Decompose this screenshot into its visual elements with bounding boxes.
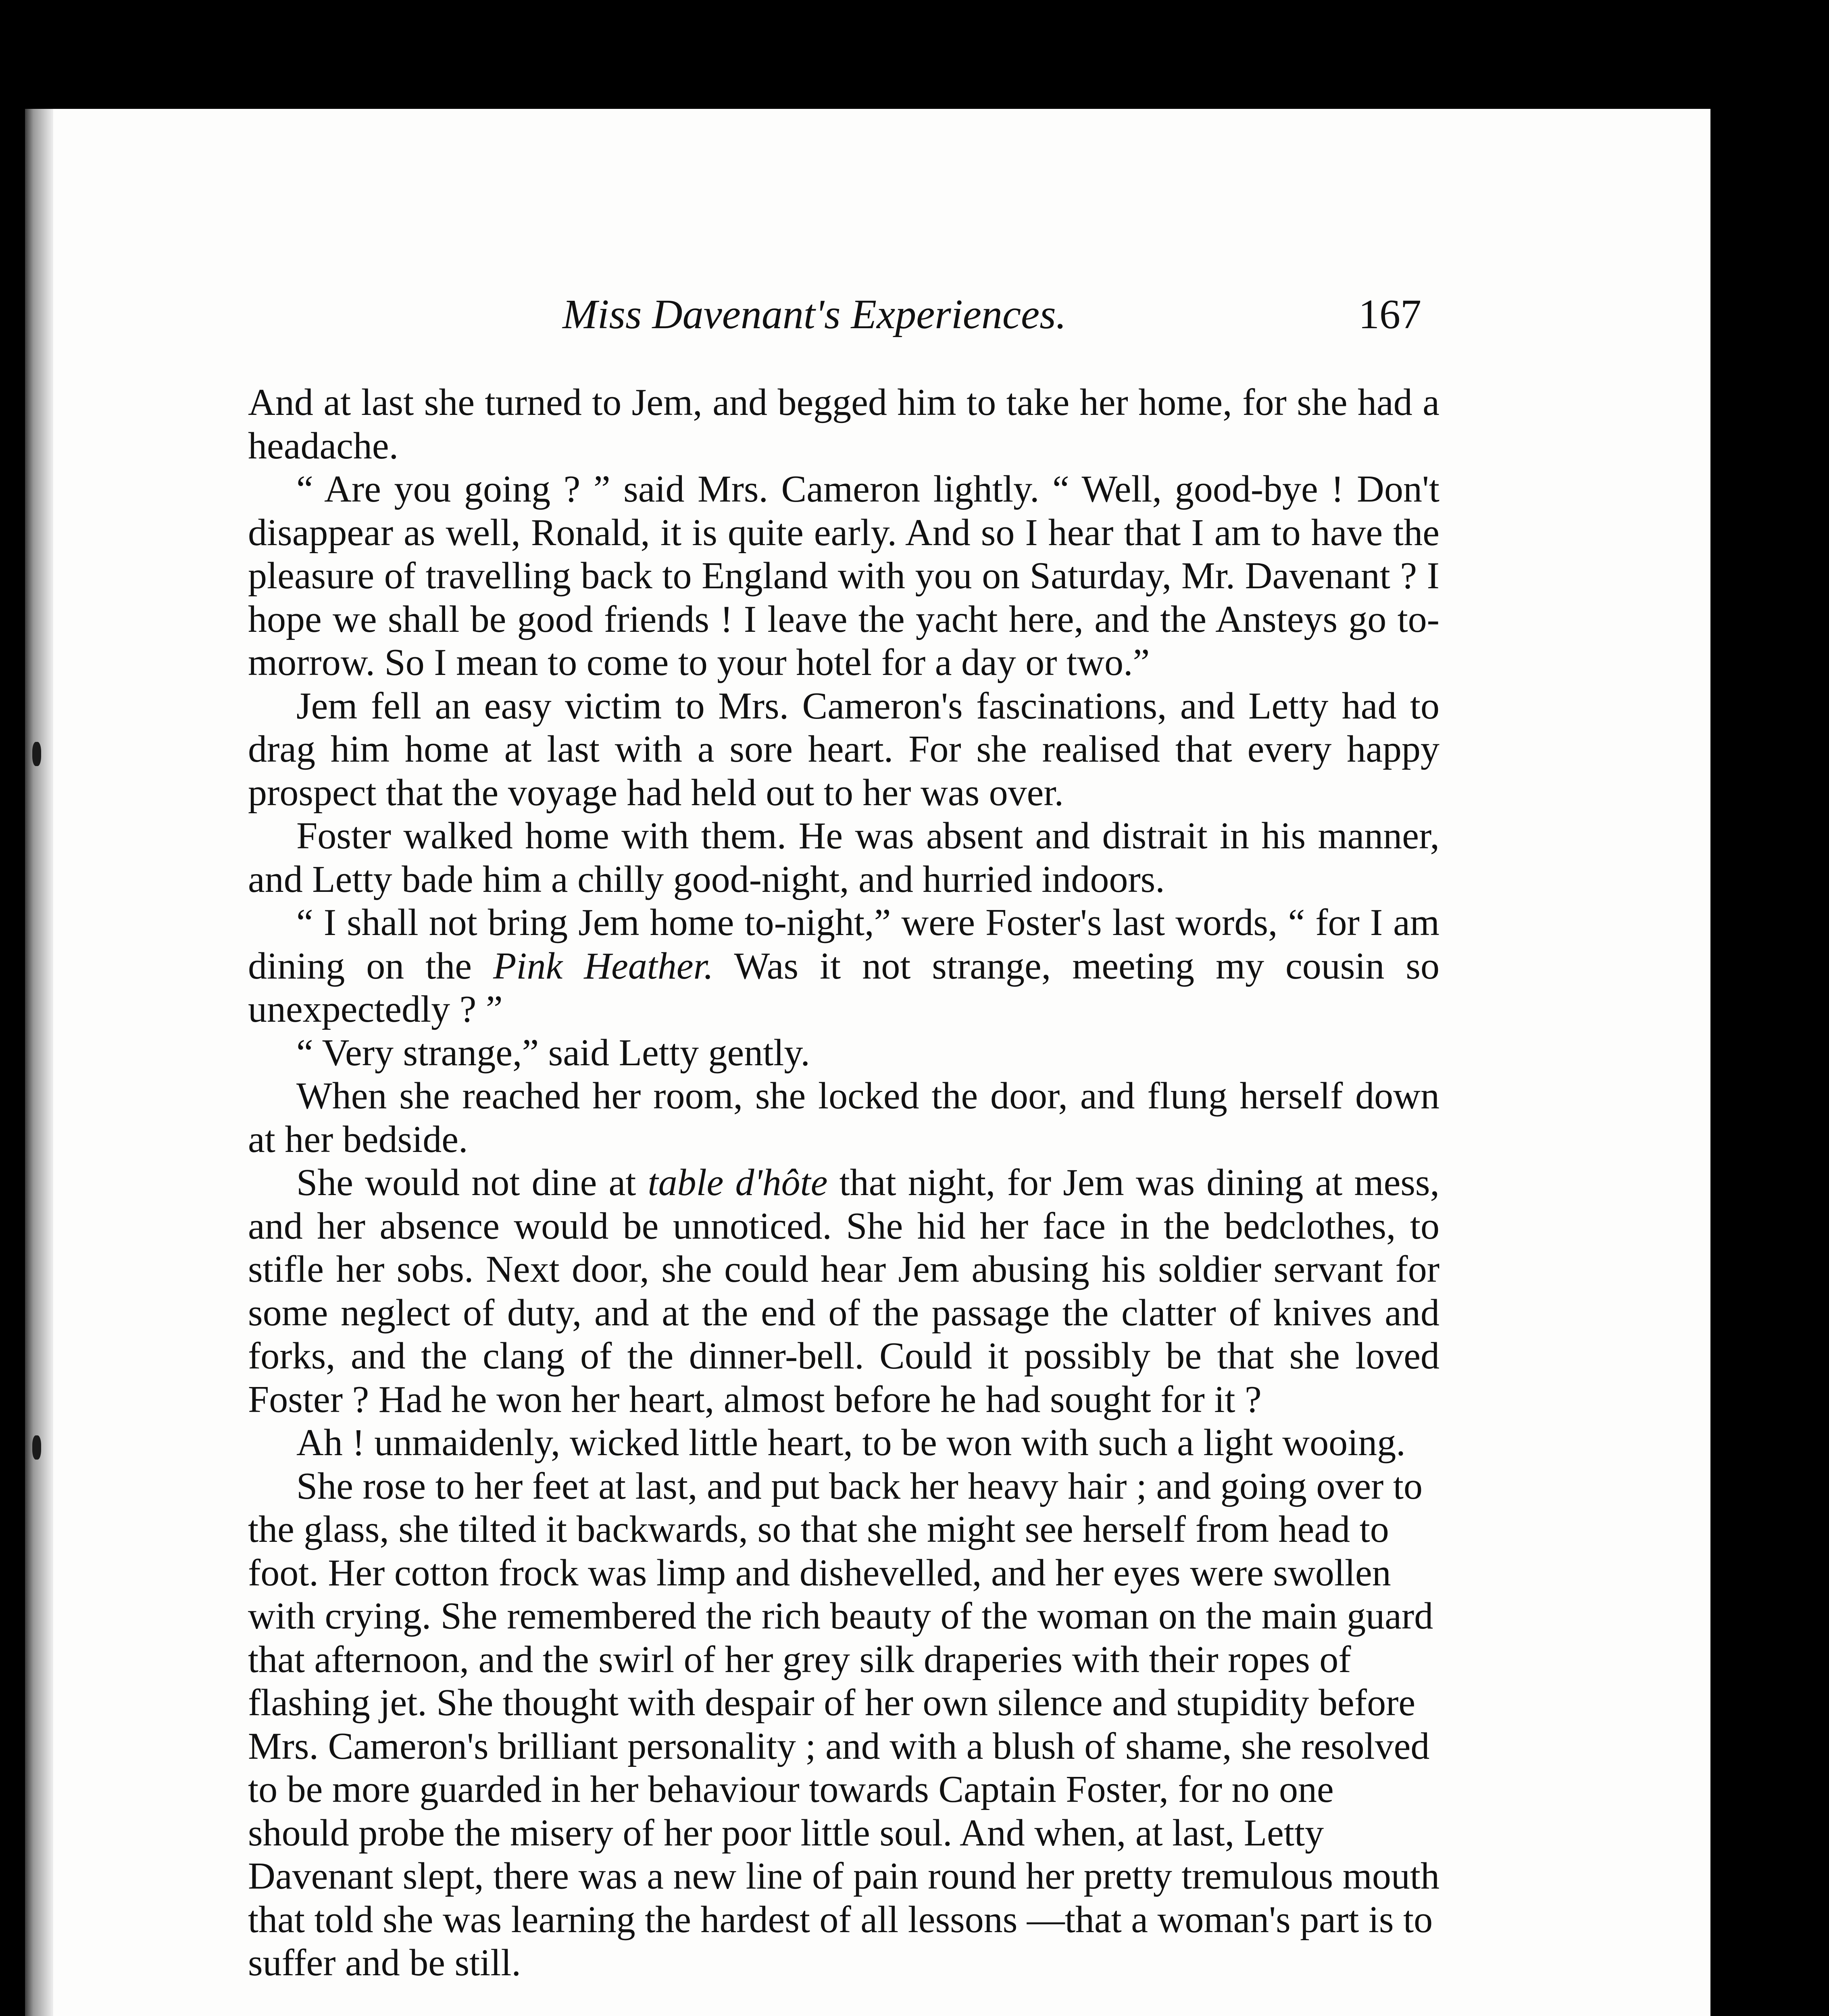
paragraph: “ Are you going ? ” said Mrs. Cameron lightly. “ Well, good-bye ! Don't disappear as well, Ronald, it is quite early. And so I hear that I am to have the pleasure of travelling back to England with you on Saturday, Mr. Davenant ? I hope we shall be good friends ! I leave the yacht here, and the Ansteys go to-morrow. So I mean to come to your hotel for a day or two.” [248, 468, 1439, 683]
paragraph-text: She would not dine at [296, 1162, 648, 1204]
paragraph-text: “ I shall not bring Jem home to-night,” were Foster's last words, “ for I am dining on the [248, 902, 1439, 987]
paragraph-text: Was it not strange, meeting my cousin so unexpectedly ? ” [248, 945, 1439, 1030]
paragraph-text: that night, for Jem was dining at mess, and her absence would be unnoticed. She hid her face in the bedclothes, to stifle her sobs. Next door, she could hear Jem abusing his soldier servant for some neglect of duty, and at the end of the passage the clatter of knives and forks, and the clang of the dinner-bell. Could it possibly be that she loved Foster ? Had he won her heart, almost before he had sought for it ? [248, 1162, 1439, 1420]
paragraph: When she reached her room, she locked the door, and flung herself down at her bedside. [248, 1075, 1439, 1160]
italic-phrase: table d'hôte [648, 1162, 828, 1204]
paragraph [248, 1161, 1439, 1421]
running-head: Miss Davenant's Experiences. [562, 291, 1067, 337]
page-number: 167 [1358, 291, 1421, 337]
paragraph: Ah ! unmaidenly, wicked little heart, to be won with such a light wooing. [296, 1422, 1406, 1464]
paragraph [248, 901, 1439, 1031]
gutter-mark [32, 742, 41, 766]
paragraph: Jem fell an easy victim to Mrs. Cameron's fascinations, and Letty had to drag him home at last with a sore heart. For she realised that every happy prospect that the voyage had held out to her was over. [248, 685, 1439, 814]
paragraph: And at last she turned to Jem, and begged him to take her home, for she had a headache. [248, 381, 1439, 467]
page-binding-shadow [25, 109, 53, 2016]
body-text [248, 381, 1439, 1985]
ship-name: Pink Heather. [493, 945, 714, 987]
gutter-mark [32, 1435, 41, 1460]
page-header [562, 290, 1421, 351]
paragraph: Foster walked home with them. He was absent and distrait in his manner, and Letty bade him a chilly good-night, and hurried indoors. [248, 815, 1439, 900]
paragraph: “ Very strange,” said Letty gently. [296, 1031, 810, 1074]
paragraph: She rose to her feet at last, and put back her heavy hair ; and going over to the glass, she tilted it backwards, so that she might see herself from head to foot. Her cotton frock was limp and dishevelled, and her eyes were swollen with crying. She remembered the rich beauty of the woman on the main guard that afternoon, and the swirl of her grey silk draperies with their ropes of flashing jet. She thought with despair of her own silence and stupidity before Mrs. Cameron's brilliant personality ; and with a blush of shame, she resolved to be more guarded in her behaviour towards Captain Foster, for no one should probe the misery of her poor little soul. And when, at last, Letty Davenant slept, there was a new line of pain round her pretty tremulous mouth that told she was learning the hardest of all lessons —that a woman's part is to suffer and be still. [248, 1465, 1439, 1984]
